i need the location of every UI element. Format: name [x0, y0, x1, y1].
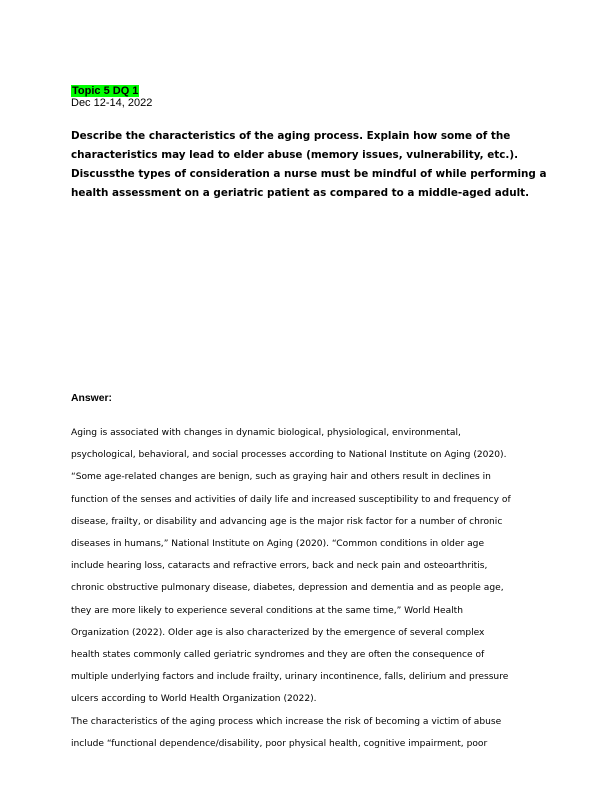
answer-line: The characteristics of the aging process which increase the risk of becoming a victim of abuse	[71, 716, 502, 727]
answer-line: Aging is associated with changes in dynamic biological, physiological, environmental,	[71, 428, 461, 438]
topic-date: Dec 12-14, 2022	[71, 97, 153, 109]
answer-heading: Answer:	[71, 393, 112, 404]
answer-line: chronic obstructive pulmonary disease, diabetes, depression and dementia and as people age,	[71, 583, 504, 594]
prompt-line: health assessment on a geriatric patient as compared to a middle-aged adult.	[71, 187, 530, 199]
answer-line: multiple underlying factors and include frailty, urinary incontinence, falls, delirium and pressure	[71, 672, 509, 683]
prompt-line: Discussthe types of consideration a nurse must be mindful of while performing a	[71, 168, 547, 180]
answer-line: health states commonly called geriatric syndromes and they are often the consequence of	[71, 650, 485, 661]
topic-title: Topic 5 DQ 1	[72, 85, 139, 97]
prompt-line: Describe the characteristics of the aging process. Explain how some of the	[71, 130, 511, 142]
answer-line: they are more likely to experience several conditions at the same time,” World Health	[71, 605, 463, 616]
answer-line: include hearing loss, cataracts and refractive errors, back and neck pain and osteoarthritis,	[71, 561, 488, 572]
answer-line: diseases in humans,” National Institute on Aging (2020). “Common conditions in older age	[71, 539, 485, 550]
answer-line: include “functional dependence/disability, poor physical health, cognitive impairment, poor	[71, 738, 488, 749]
answer-line: function of the senses and activities of daily life and increased susceptibility to and frequency of	[71, 494, 511, 505]
answer-line: “Some age-related changes are benign, such as graying hair and others result in declines in	[71, 472, 491, 483]
prompt-line: characteristics may lead to elder abuse (memory issues, vulnerability, etc.).	[71, 149, 519, 161]
answer-line: Organization (2022). Older age is also characterized by the emergence of several complex	[71, 627, 485, 638]
answer-body	[71, 422, 541, 755]
answer-line: ulcers according to World Health Organization (2022).	[71, 694, 317, 705]
discussion-prompt	[71, 127, 547, 203]
answer-line: psychological, behavioral, and social processes according to National Institute on Aging (2020).	[71, 450, 507, 461]
answer-line: disease, frailty, or disability and advancing age is the major risk factor for a number of chronic	[71, 516, 503, 527]
